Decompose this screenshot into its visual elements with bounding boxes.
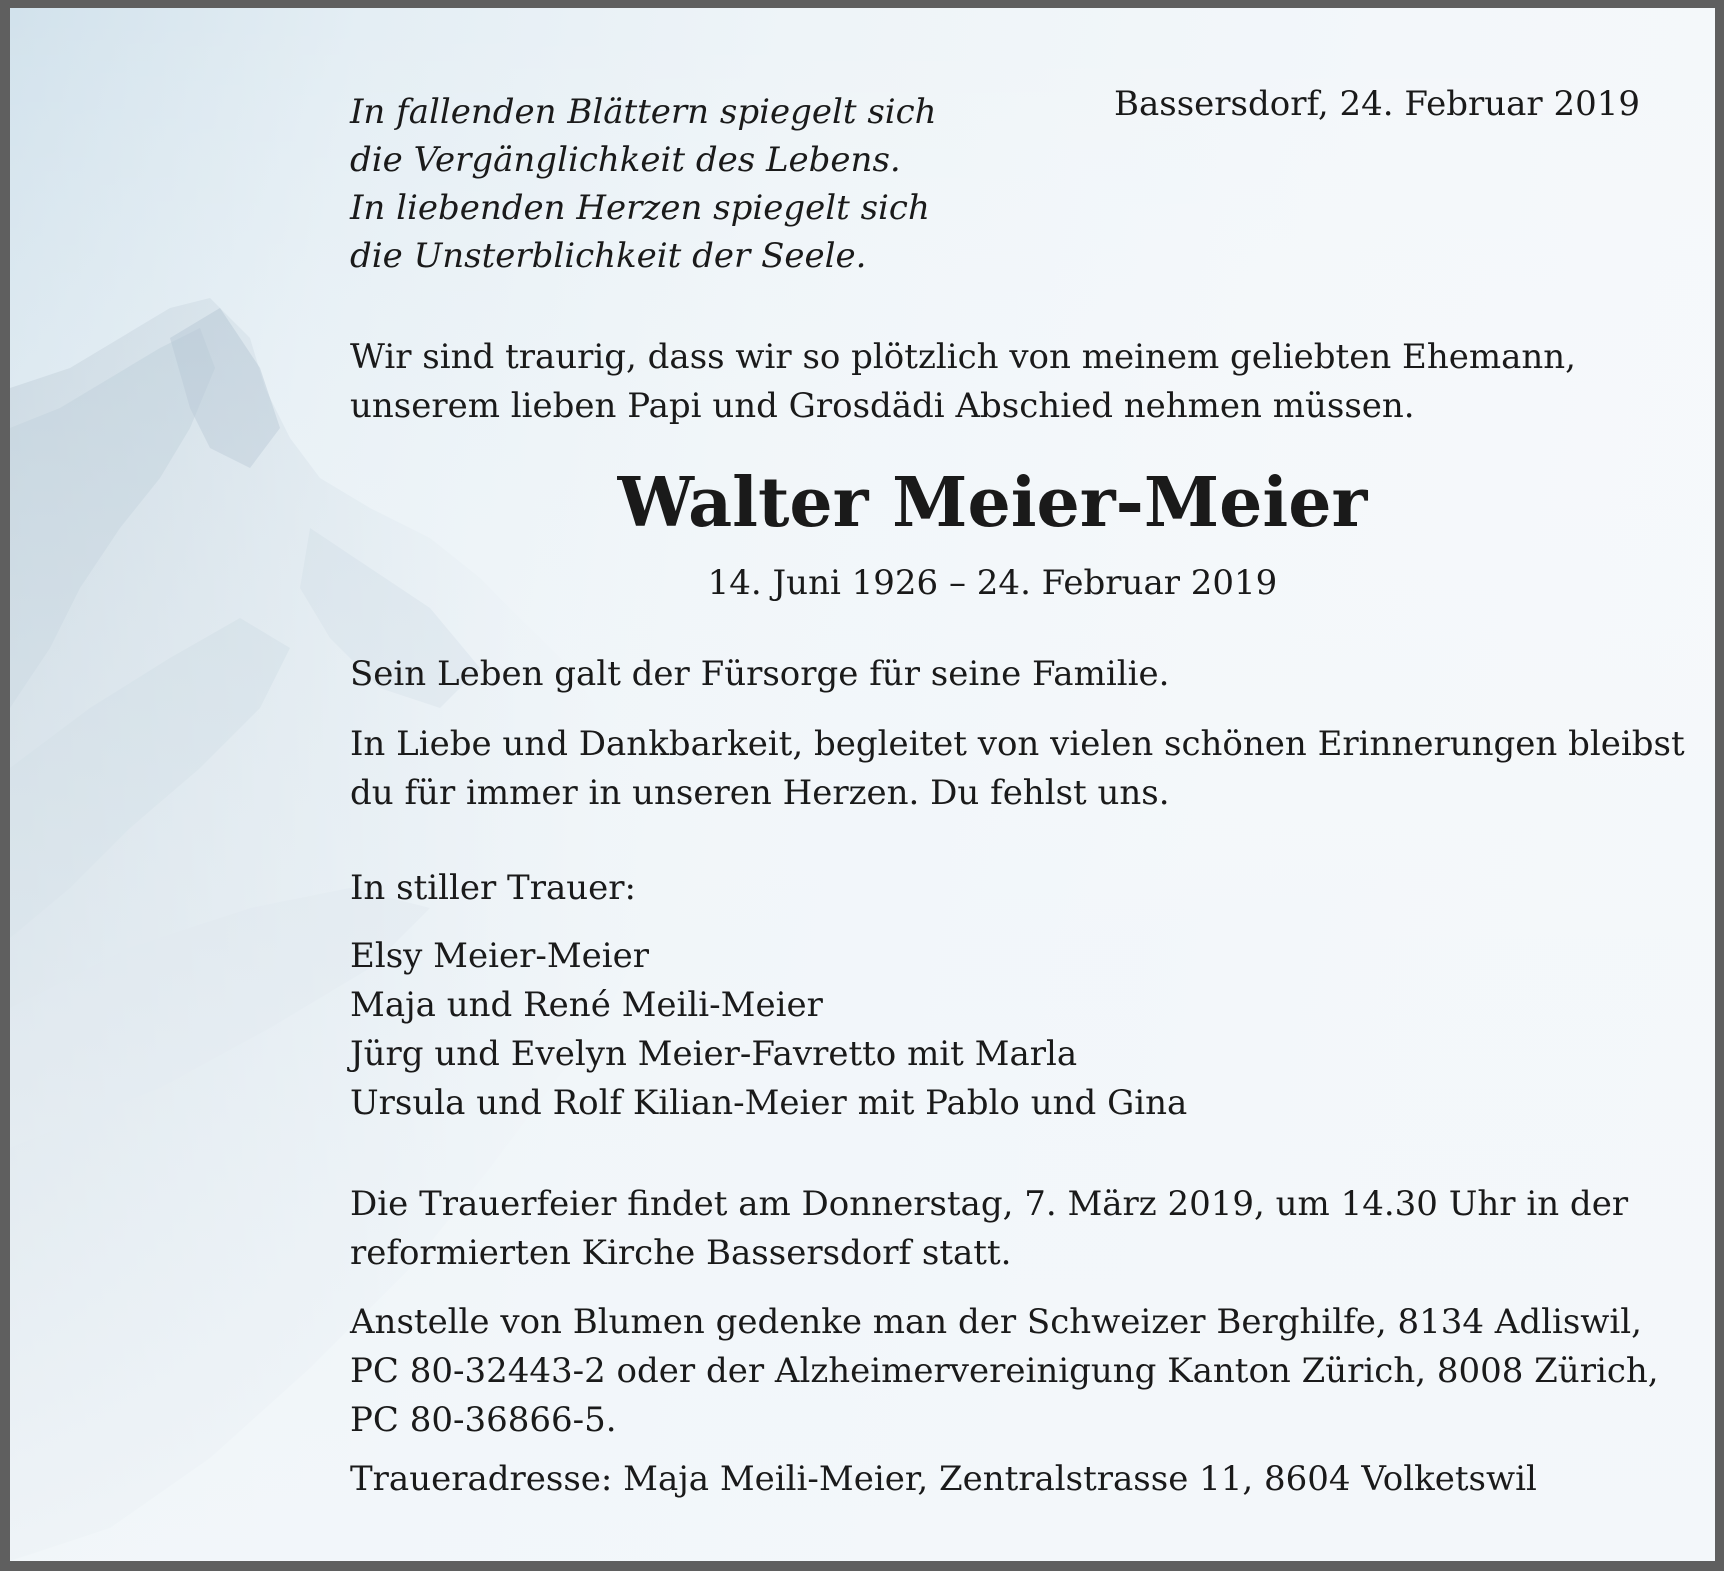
love-statement-line: du für immer in unseren Herzen. Du fehlst uns. <box>350 773 1170 813</box>
mourning-address-line: Traueradresse: Maja Meili-Meier, Zentralstrasse 11, 8604 Volketswil <box>350 1459 1537 1499</box>
poem-line: In liebenden Herzen spiegelt sich <box>350 188 930 228</box>
mourners-heading-text: In stiller Trauer: <box>350 868 636 908</box>
mourning-address <box>350 1455 1670 1504</box>
poem <box>350 88 970 280</box>
mourners-heading <box>350 864 1670 913</box>
poem-line: die Vergänglichkeit des Lebens. <box>350 140 901 180</box>
life-dates: 14. Juni 1926 – 24. Februar 2019 <box>707 563 1278 603</box>
love-statement-line: In Liebe und Dankbarkeit, begleitet von vielen schönen Erinnerungen bleibst <box>350 724 1685 764</box>
place-date: Bassersdorf, 24. Februar 2019 <box>1114 84 1640 124</box>
deceased-name: Walter Meier-Meier <box>617 463 1368 543</box>
donation-line: PC 80-32443-2 oder der Alzheimervereinigung Kanton Zürich, 8008 Zürich, <box>350 1351 1659 1391</box>
donation-line: PC 80-36866-5. <box>350 1400 617 1440</box>
donation-info <box>350 1298 1670 1445</box>
intro-text <box>350 333 1660 431</box>
love-statement <box>350 720 1685 818</box>
mourner-name: Elsy Meier-Meier <box>350 936 650 976</box>
poem-line: die Unsterblichkeit der Seele. <box>350 236 867 276</box>
intro-line: Wir sind traurig, dass wir so plötzlich von meinem geliebten Ehemann, <box>350 337 1576 377</box>
mourners-list <box>350 932 1670 1128</box>
life-statement-line: Sein Leben galt der Fürsorge für seine Familie. <box>350 654 1170 694</box>
intro-line: unserem lieben Papi und Grosdädi Abschied nehmen müssen. <box>350 386 1415 426</box>
donation-line: Anstelle von Blumen gedenke man der Schweizer Berghilfe, 8134 Adliswil, <box>350 1302 1642 1342</box>
mourner-name: Jürg und Evelyn Meier-Favretto mit Marla <box>350 1034 1078 1074</box>
ceremony-line: Die Trauerfeier findet am Donnerstag, 7. März 2019, um 14.30 Uhr in der <box>350 1184 1629 1224</box>
poem-line: In fallenden Blättern spiegelt sich <box>350 92 937 132</box>
mourner-name: Maja und René Meili-Meier <box>350 985 823 1025</box>
obituary-notice <box>10 8 1715 1561</box>
mourner-name: Ursula und Rolf Kilian-Meier mit Pablo und Gina <box>350 1083 1188 1123</box>
life-statement <box>350 650 1670 699</box>
ceremony-line: reformierten Kirche Bassersdorf statt. <box>350 1233 1012 1273</box>
ceremony-info <box>350 1180 1670 1278</box>
